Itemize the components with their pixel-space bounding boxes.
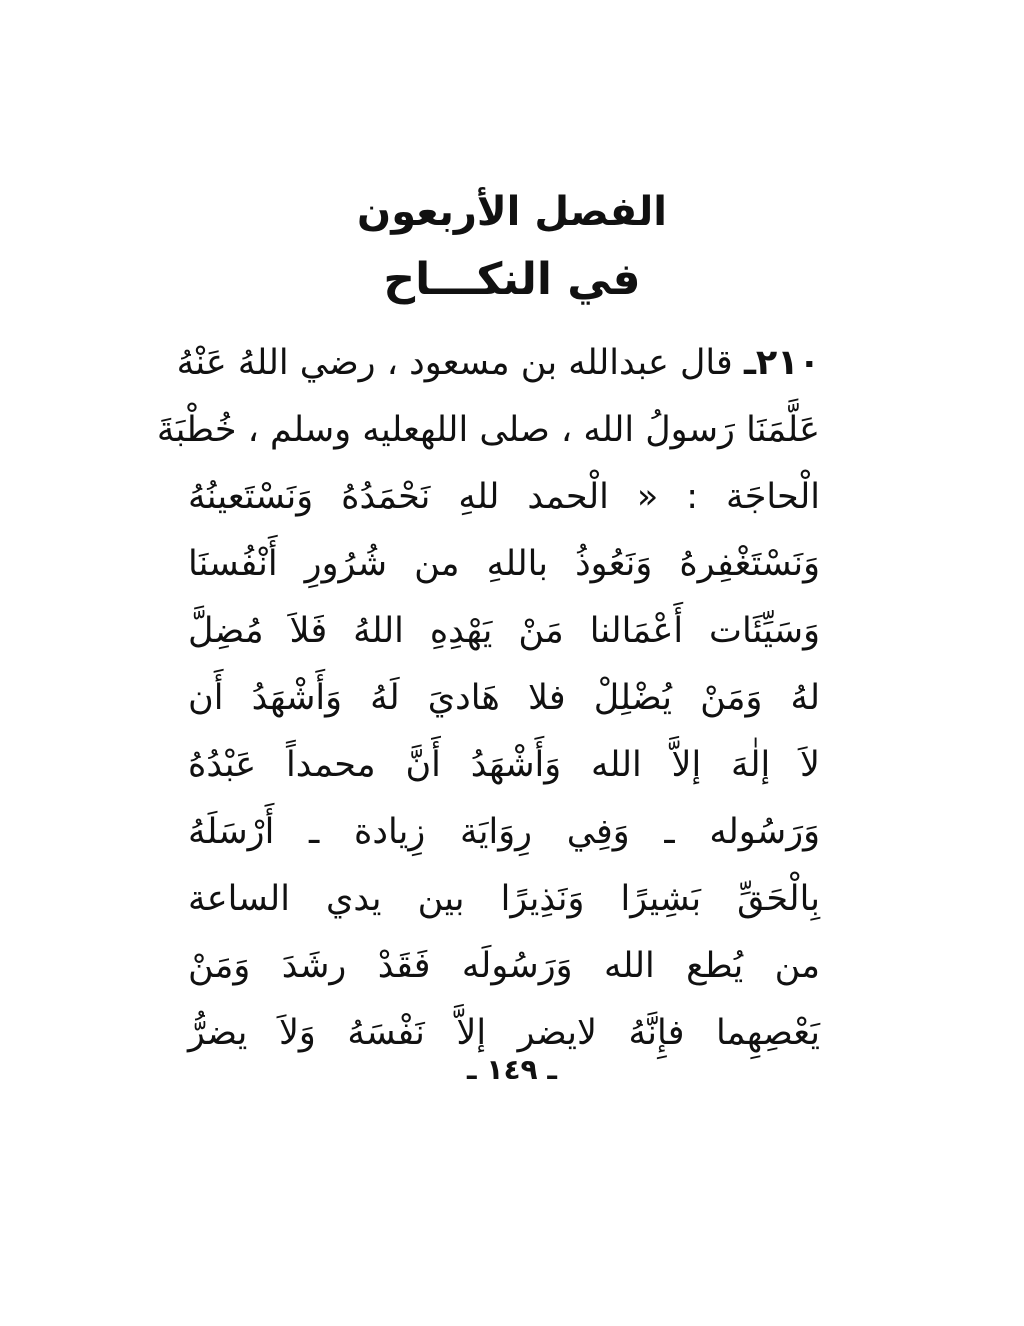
hadith-number: ٢١٠ـ	[743, 343, 820, 383]
text-line: الْحاجَة : « الْحمد للهِ نَحْمَدُهُ وَنَسْتَعينُهُ	[188, 477, 820, 517]
text-line: وَنَسْتَغْفِرهُ وَنَعُوذُ باللهِ من شُرُورِ أَنْفُسنَا	[188, 544, 820, 584]
text-line	[176, 330, 820, 397]
chapter-title: الفصل الأربعون	[357, 189, 667, 235]
text-line: بِالْحَقِّ بَشِيرًا وَنَذِيرًا بين يدي الساعة	[188, 879, 820, 919]
text-line: وَرَسُوله ـ وَفِي رِوَايَة زِيادة ـ أَرْسَلَهُ	[188, 812, 820, 852]
page-number: ـ ١٤٩ ـ	[467, 1053, 557, 1086]
text-line: عَلَّمَنَا رَسولُ الله ، صلى اللهعليه وسلم ، خُطْبَةَ	[156, 410, 820, 450]
text-line: لهُ وَمَنْ يُضْلِلْ فلا هَاديَ لَهُ وَأَشْهَدُ أَن	[188, 678, 820, 718]
text-line: من يُطع الله وَرَسُولَه فَقَدْ رشَدَ وَمَنْ	[188, 946, 820, 986]
chapter-subtitle: في النكـــاح	[383, 254, 641, 305]
text-line: وَسَيِّئَات أَعْمَالنا مَنْ يَهْدِهِ اللهُ فَلاَ مُضِلَّ	[188, 611, 820, 651]
text-line: يَعْصِهِما فإِنَّهُ لايضر إلاَّ نَفْسَهُ وَلاَ يضرُّ	[188, 1013, 820, 1053]
text-line: لاَ إلٰهَ إلاَّ الله وَأَشْهَدُ أَنَّ محمداً عَبْدُهُ	[188, 745, 820, 785]
hadith-text	[156, 330, 820, 1067]
text-line-content: قال عبدالله بن مسعود ، رضي اللهُ عَنْهُ	[176, 343, 733, 383]
